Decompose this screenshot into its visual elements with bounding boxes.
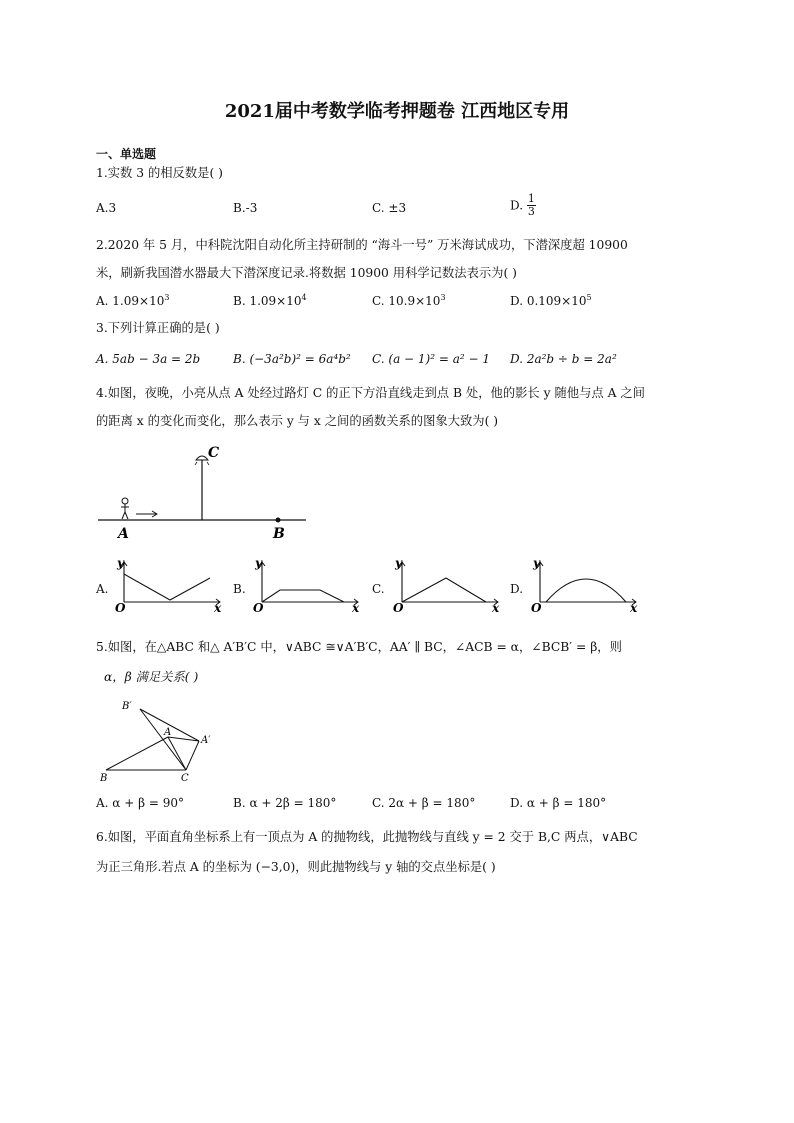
- origin-label: O: [253, 601, 264, 614]
- q2-option-b: [233, 293, 307, 308]
- label-a-prime: A′: [201, 735, 211, 746]
- q6-stem-line1: 6.如图，平面直角坐标系上有一顶点为 A 的抛物线，此抛物线与直线 y = 2 交于 B,C 两点，∨ABC: [96, 830, 638, 844]
- axis-x-label: x: [492, 601, 500, 614]
- q2-option-a-exp: 3: [164, 293, 170, 302]
- graph-curve: [546, 579, 626, 602]
- origin-label: O: [393, 601, 404, 614]
- axis-x-label: x: [214, 601, 222, 614]
- q4-option-c-graph: [390, 556, 500, 614]
- section-heading: 一、单选题: [96, 147, 157, 161]
- q4-stem-line1: 4.如图，夜晚，小亮从点 A 处经过路灯 C 的正下方沿直线走到点 B 处，他的影长 y 随他与点 A 之间: [96, 386, 645, 400]
- q1-option-d-fraction: [527, 193, 536, 218]
- q4-option-a-graph: [112, 556, 222, 614]
- axis-y-label: y: [255, 556, 262, 570]
- q2-option-c-exp: 3: [440, 293, 446, 302]
- fraction-numerator: 1: [527, 192, 535, 205]
- q2-option-d-text: D. 0.109×10: [510, 294, 587, 308]
- q1-stem: 1.实数 3 的相反数是( ): [96, 166, 223, 180]
- q4-option-a-label: A.: [96, 582, 109, 596]
- label-b: B: [273, 526, 285, 542]
- q2-option-b-exp: 4: [301, 293, 307, 302]
- q1-option-d-prefix: D.: [510, 198, 524, 213]
- axis-y-label: y: [117, 556, 124, 570]
- q2-option-a: [96, 293, 169, 308]
- q3-option-c: C. (a − 1)² = a² − 1: [372, 352, 490, 366]
- axis-x-label: x: [630, 601, 638, 614]
- q2-stem-line2: 米，刷新我国潜水器最大下潜深度记录.将数据 10900 用科学记数法表示为( ): [96, 266, 517, 280]
- q4-option-d-graph: [528, 556, 638, 614]
- origin-label: O: [115, 601, 126, 614]
- axis-x-label: x: [352, 601, 360, 614]
- q3-option-b: B. (−3a²b)² = 6a⁴b²: [233, 352, 351, 366]
- label-b-prime: B′: [122, 701, 132, 712]
- page-title: 2021届中考数学临考押题卷 江西地区专用: [224, 101, 570, 122]
- q4-option-b-label: B.: [233, 582, 246, 596]
- fraction-denominator: 3: [527, 205, 535, 218]
- origin-label: O: [531, 601, 542, 614]
- label-c: C: [208, 445, 220, 461]
- q2-stem-line1: 2.2020 年 5 月，中科院沈阳自动化所主持研制的 “海斗一号” 万米海试成功，下潜深度超 10900: [96, 238, 628, 252]
- q1-option-c: C. ±3: [372, 201, 407, 215]
- q3-option-d: D. 2a²b ÷ b = 2a²: [510, 352, 617, 366]
- graph-line: [262, 590, 344, 602]
- point-b: [276, 518, 281, 523]
- q2-option-c-text: C. 10.9×10: [372, 294, 441, 308]
- arrow-right-icon: [136, 511, 157, 517]
- q1-option-d: [510, 193, 536, 218]
- q4-option-d-label: D.: [510, 582, 524, 596]
- label-a: A: [118, 526, 129, 542]
- q5-option-d: D. α + β = 180°: [510, 796, 607, 810]
- q2-option-d: [510, 293, 592, 308]
- q4-scene-figure: [96, 440, 308, 544]
- label-c: C: [181, 773, 189, 784]
- q5-stem-line1: 5.如图，在△ABC 和△ A′B′C 中，∨ABC ≅∨A′B′C，AA′ ∥ BC，∠ACB = α，∠BCB′ = β，则: [96, 640, 622, 654]
- q5-option-a: A. α + β = 90°: [96, 796, 184, 810]
- q3-option-a: A. 5ab − 3a = 2b: [96, 352, 201, 366]
- q2-option-b-text: B. 1.09×10: [233, 294, 302, 308]
- q5-stem-line2: α，β 满足关系( ): [104, 670, 199, 684]
- q1-option-b: B.-3: [233, 201, 258, 215]
- q4-stem-line2: 的距离 x 的变化而变化，那么表示 y 与 x 之间的函数关系的图象大致为( ): [96, 414, 499, 428]
- q3-stem: 3.下列计算正确的是( ): [96, 321, 220, 335]
- q5-triangle-figure: [96, 697, 226, 787]
- q4-option-c-label: C.: [372, 582, 385, 596]
- lamp-icon: [196, 456, 208, 460]
- q4-option-b-graph: [250, 556, 360, 614]
- label-a: A: [164, 727, 172, 738]
- q2-option-c: [372, 293, 446, 308]
- q5-option-b: B. α + 2β = 180°: [233, 796, 337, 810]
- q2-option-a-text: A. 1.09×10: [96, 294, 165, 308]
- axis-y-label: y: [533, 556, 540, 570]
- axis-y-label: y: [395, 556, 402, 570]
- label-b: B: [100, 773, 108, 784]
- person-icon: [121, 498, 129, 519]
- q5-option-c: C. 2α + β = 180°: [372, 796, 476, 810]
- q6-stem-line2: 为正三角形.若点 A 的坐标为 (−3,0)，则此抛物线与 y 轴的交点坐标是( ): [96, 860, 496, 874]
- q2-option-d-exp: 5: [586, 293, 592, 302]
- graph-line: [124, 574, 210, 600]
- graph-line: [402, 578, 486, 602]
- q1-option-a: A.3: [96, 201, 117, 215]
